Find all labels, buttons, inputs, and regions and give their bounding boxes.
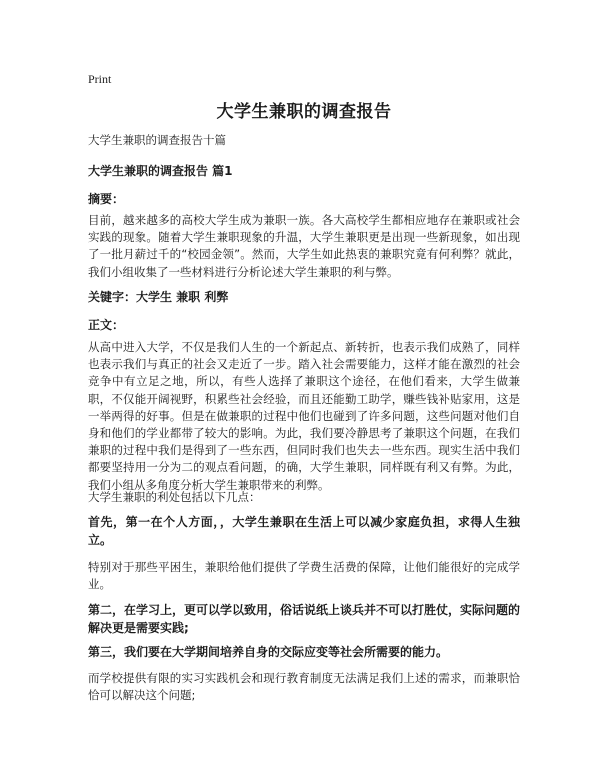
point-1-paragraph: 特别对于那些平困生，兼职给他们提供了学费生活费的保障，让他们能很好的完成学业。: [88, 560, 520, 592]
point-3-heading: 第三，我们要在大学期间培养自身的交际应变等社会所需要的能力。: [88, 645, 449, 659]
print-label[interactable]: Print: [88, 72, 112, 86]
body-paragraph: 从高中进入大学，不仅是我们人生的一个新起点、新转折，也表示我们成熟了，同样也表示我们与真正的社会又走近了一步。踏入社会需要能力，这样才能在激烈的社会竞争中有立足之地，所以，有些人选择了兼职这个途径，在他们看来，大学生做兼职，不仅能开阔视野，积累些社会经验，而且还能勤工助学，赚些钱补贴家用，这是一举两得的好事。但是在做兼职的过程中他们也碰到了许多问题，这些问题对他们自身和他们的学业都带了较大的影响。为此，我们要冷静思考了兼职这个问题，在我们兼职的过程中我们是得到了一些东西，但同时我们也失去一些东西。现实生活中我们都要坚持用一分为二的观点看问题，的确，大学生兼职，同样既有利又有弊。为此，我们小组从多角度分析大学生兼职带来的利弊。: [88, 340, 520, 492]
point-2-heading: 第二，在学习上，更可以学以致用，俗话说纸上谈兵并不可以打胜仗，实际问题的解决更是需要实践;: [88, 603, 521, 635]
point-3-paragraph: 而学校提供有限的实习实践机会和现行教育制度无法满足我们上述的需求，而兼职恰恰可以解决这个问题;: [88, 671, 520, 703]
article-heading: 大学生兼职的调查报告 篇1: [88, 164, 233, 178]
abstract-paragraph: 目前，越来越多的高校大学生成为兼职一族。各大高校学生都相应地存在兼职或社会实践的现象。随着大学生兼职现象的升温，大学生兼职更是出现一些新现象，如出现了一批月薪过千的“校园金领”。然而，大学生如此热衷的兼职究竟有何利弊？就此，我们小组收集了一些材料进行分析论述大学生兼职的利与弊。: [88, 213, 520, 279]
abstract-label: 摘要：: [88, 192, 125, 206]
pros-intro: 大学生兼职的利处包括以下几点：: [88, 490, 261, 504]
point-1-heading: 首先，第一在个人方面，，大学生兼职在生活上可以减少家庭负担，求得人生独立。: [88, 515, 520, 547]
document-subtitle: 大学生兼职的调查报告十篇: [88, 133, 226, 147]
keywords-line: 关键字：大学生 兼职 利弊: [88, 290, 229, 304]
page-title: 大学生兼职的调查报告: [216, 102, 392, 122]
body-label: 正文：: [88, 318, 125, 332]
